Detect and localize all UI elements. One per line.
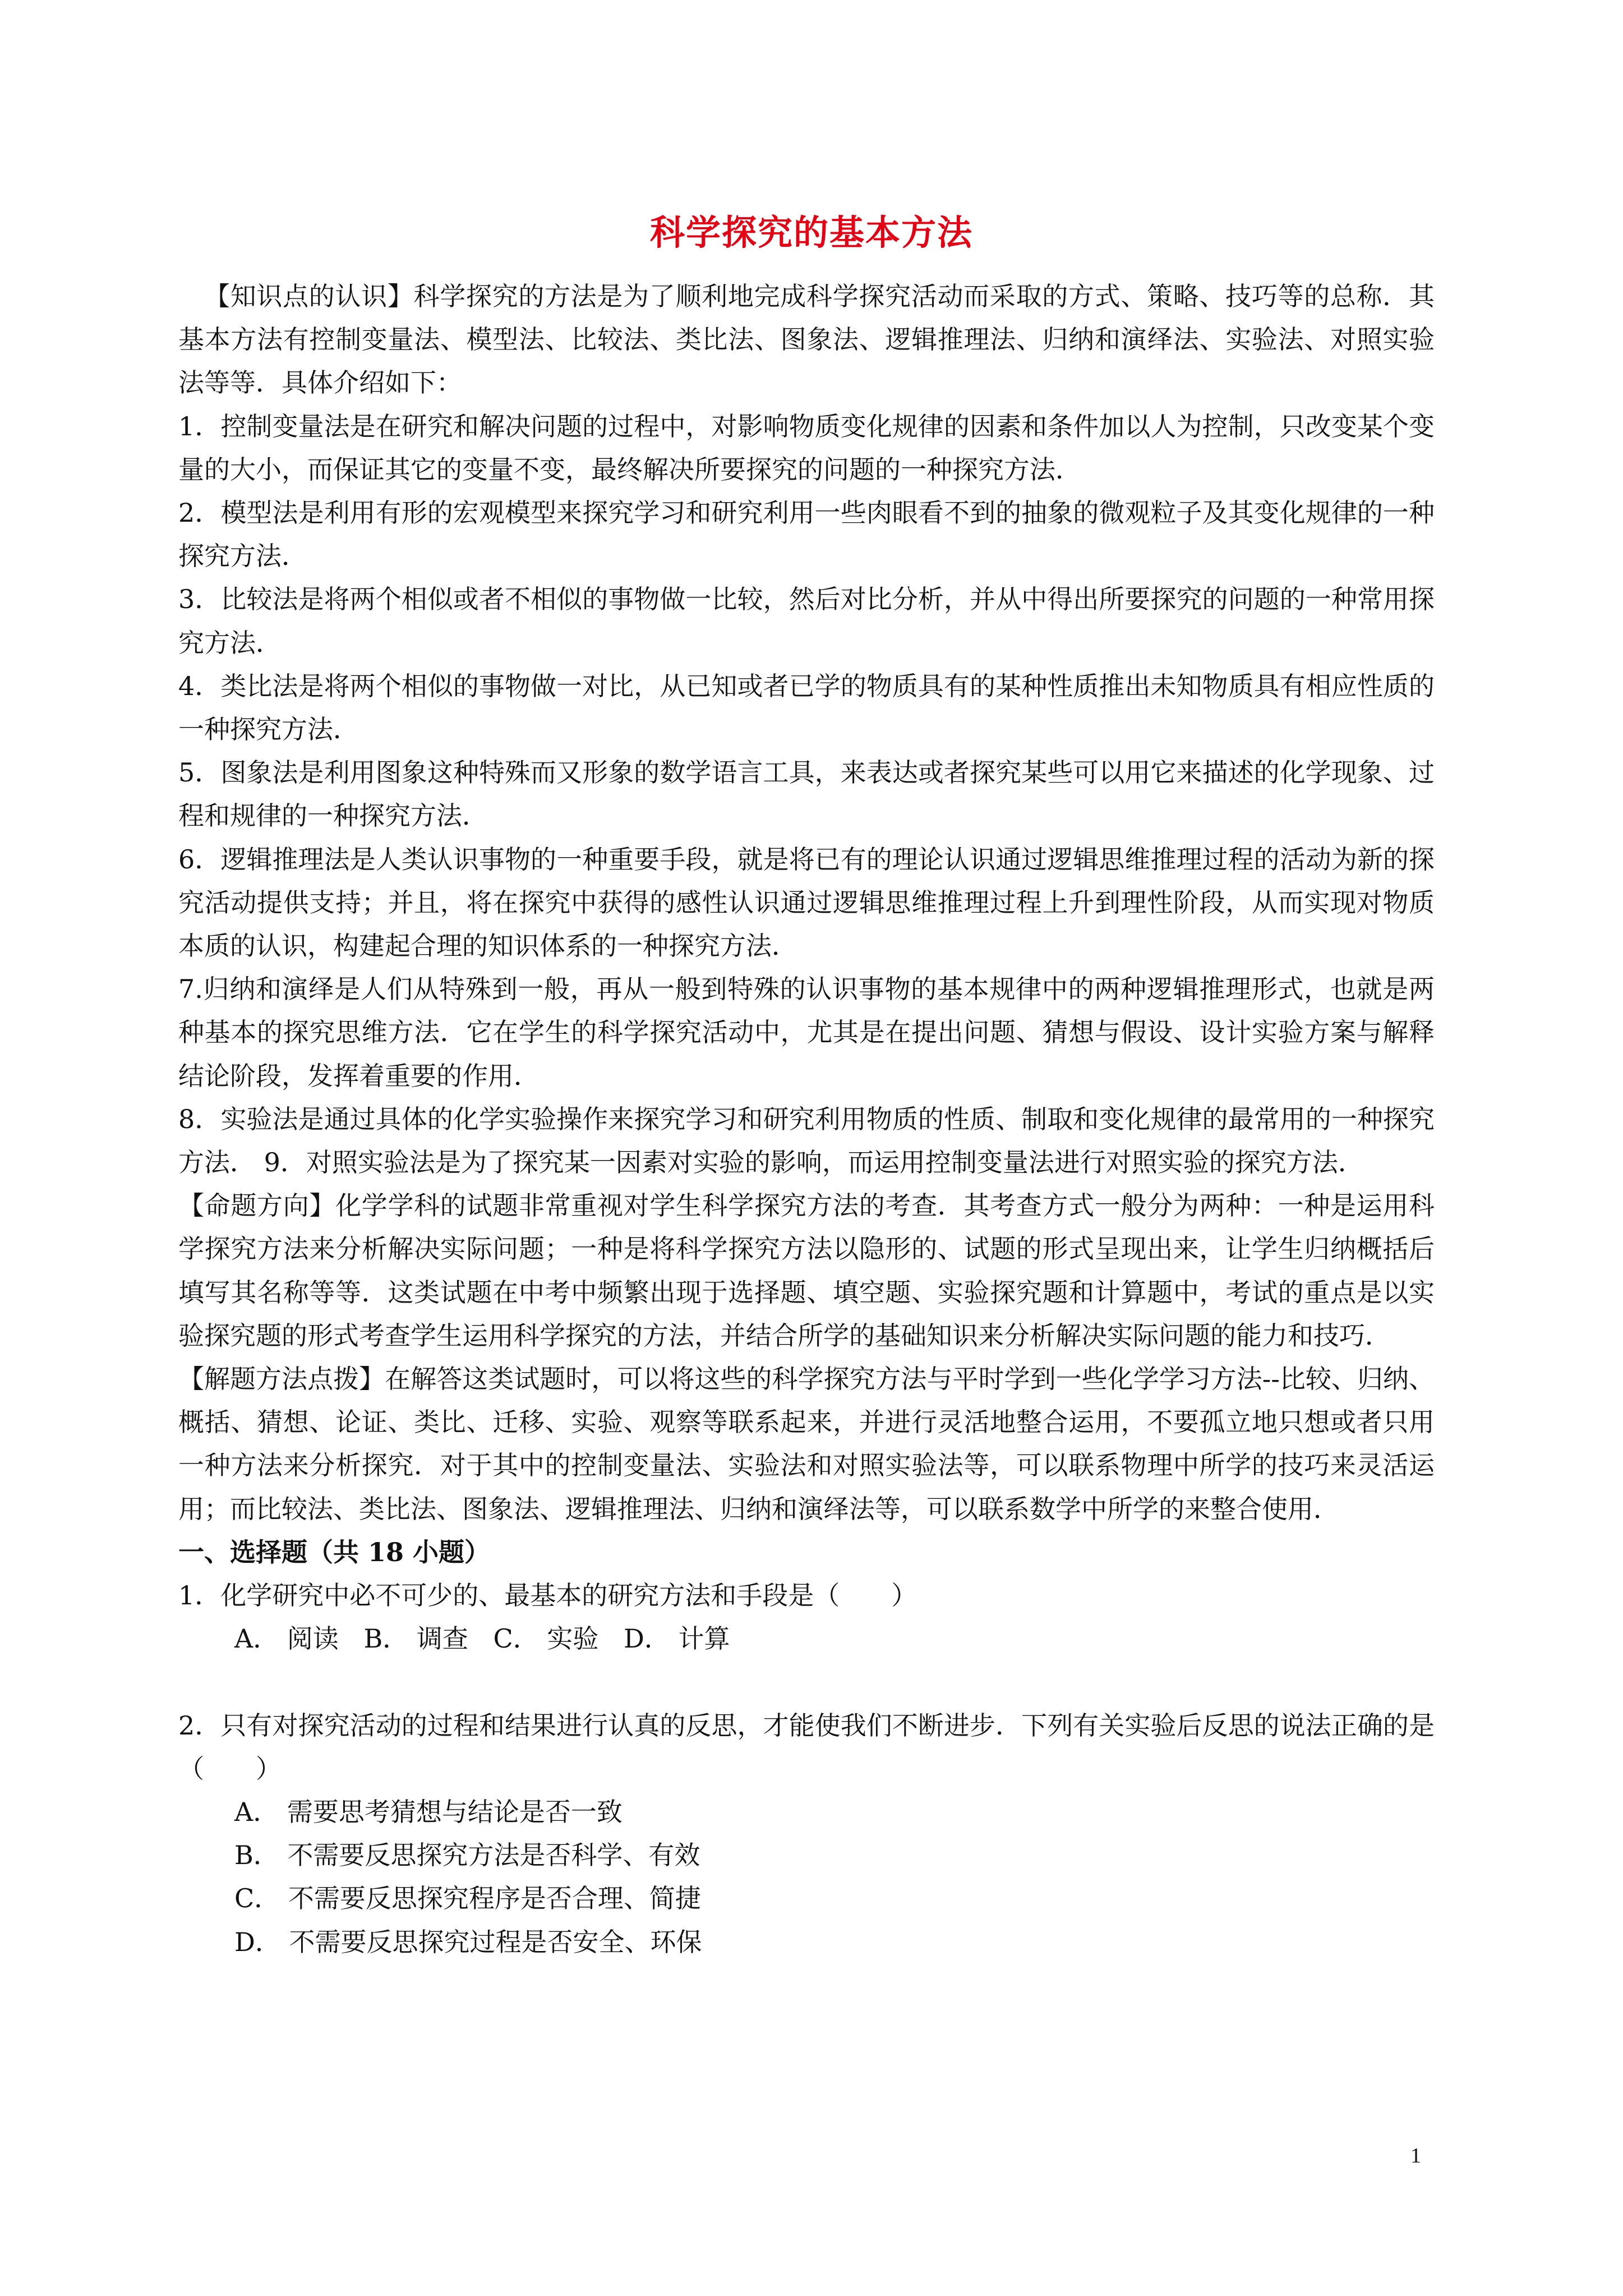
page-title: 科学探究的基本方法 — [649, 212, 973, 253]
option-a: A． 阅读 — [234, 1623, 339, 1654]
option-d: D． 计算 — [623, 1623, 730, 1654]
method-item: 3．比较法是将两个相似或者不相似的事物做一比较，然后对比分析，并从中得出所要探究的问题的一种常用探究方法． — [178, 584, 1435, 658]
spacer — [178, 1661, 1435, 1704]
question-options — [178, 1617, 1435, 1660]
question-stem: 2．只有对探究活动的过程和结果进行认真的反思，才能使我们不断进步．下列有关实验后反思的说法正确的是（ ） — [178, 1710, 1435, 1784]
option-c: C． 实验 — [493, 1623, 599, 1654]
option-c: C． 不需要反思探究程序是否合理、简捷 — [234, 1883, 701, 1914]
page-number: 1 — [1410, 2144, 1421, 2168]
option-b: B． 不需要反思探究方法是否科学、有效 — [234, 1840, 700, 1871]
option-a: A． 需要思考猜想与结论是否一致 — [234, 1796, 623, 1827]
option-b: B． 调查 — [363, 1623, 468, 1654]
section-heading: 一、选择题（共 18 小题） — [178, 1536, 491, 1567]
method-item: 7.归纳和演绎是人们从特殊到一般，再从一般到特殊的认识事物的基本规律中的两种逻辑推理形式，也就是两种基本的探究思维方法．它在学生的科学探究活动中，尤其是在提出问题、猜想与假设、设计实验方案与解释结论阶段，发挥着重要的作用． — [178, 974, 1435, 1091]
method-item: 4．类比法是将两个相似的事物做一对比，从已知或者已学的物质具有的某种性质推出未知物质具有相应性质的一种探究方法． — [178, 670, 1435, 745]
method-item: 2．模型法是利用有形的宏观模型来探究学习和研究利用一些肉眼看不到的抽象的微观粒子及其变化规律的一种探究方法． — [178, 498, 1435, 572]
question-stem: 1．化学研究中必不可少的、最基本的研究方法和手段是（ ） — [178, 1580, 917, 1611]
method-item: 1．控制变量法是在研究和解决问题的过程中，对影响物质变化规律的因素和条件加以人为控制，只改变某个变量的大小，而保证其它的变量不变，最终解决所要探究的问题的一种探究方法． — [178, 411, 1435, 485]
method-item: 6．逻辑推理法是人类认识事物的一种重要手段，就是将已有的理论认识通过逻辑思维推理过程的活动为新的探究活动提供支持；并且，将在探究中获得的感性认识通过逻辑思维推理过程上升到理性阶段，从而实现对物质本质的认识，构建起合理的知识体系的一种探究方法． — [178, 844, 1435, 961]
method-tips-paragraph: 【解题方法点拨】在解答这类试题时，可以将这些的科学探究方法与平时学到一些化学学习方法--比较、归纳、概括、猜想、论证、类比、迁移、实验、观察等联系起来，并进行灵活地整合运用，不要孤立地只想或者只用一种方法来分析探究．对于其中的控制变量法、实验法和对照实验法等，可以联系物理中所学的技巧来灵活运用；而比较法、类比法、图象法、逻辑推理法、归纳和演绎法等，可以联系数学中所学的来整合使用． — [178, 1364, 1435, 1524]
question-options — [178, 1791, 1435, 1964]
knowledge-paragraph: 【知识点的认识】科学探究的方法是为了顺利地完成科学探究活动而采取的方式、策略、技巧等的总称．其基本方法有控制变量法、模型法、比较法、类比法、图象法、逻辑推理法、归纳和演绎法、实验法、对照实验法等等．具体介绍如下： — [178, 281, 1435, 398]
method-item: 5．图象法是利用图象这种特殊而又形象的数学语言工具，来表达或者探究某些可以用它来描述的化学现象、过程和规律的一种探究方法． — [178, 757, 1435, 831]
method-item: 8．实验法是通过具体的化学实验操作来探究学习和研究利用物质的性质、制取和变化规律的最常用的一种探究方法． 9．对照实验法是为了探究某一因素对实验的影响，而运用控制变量法进行对照实验的探究方法． — [178, 1103, 1435, 1178]
document-body — [178, 275, 1435, 1964]
direction-paragraph: 【命题方向】化学学科的试题非常重视对学生科学探究方法的考查．其考查方式一般分为两种：一种是运用科学探究方法来分析解决实际问题；一种是将科学探究方法以隐形的、试题的形式呈现出来，让学生归纳概括后填写其名称等等．这类试题在中考中频繁出现于选择题、填空题、实验探究题和计算题中，考试的重点是以实验探究题的形式考查学生运用科学探究的方法，并结合所学的基础知识来分析解决实际问题的能力和技巧． — [178, 1190, 1435, 1351]
option-d: D． 不需要反思探究过程是否安全、环保 — [234, 1926, 702, 1957]
